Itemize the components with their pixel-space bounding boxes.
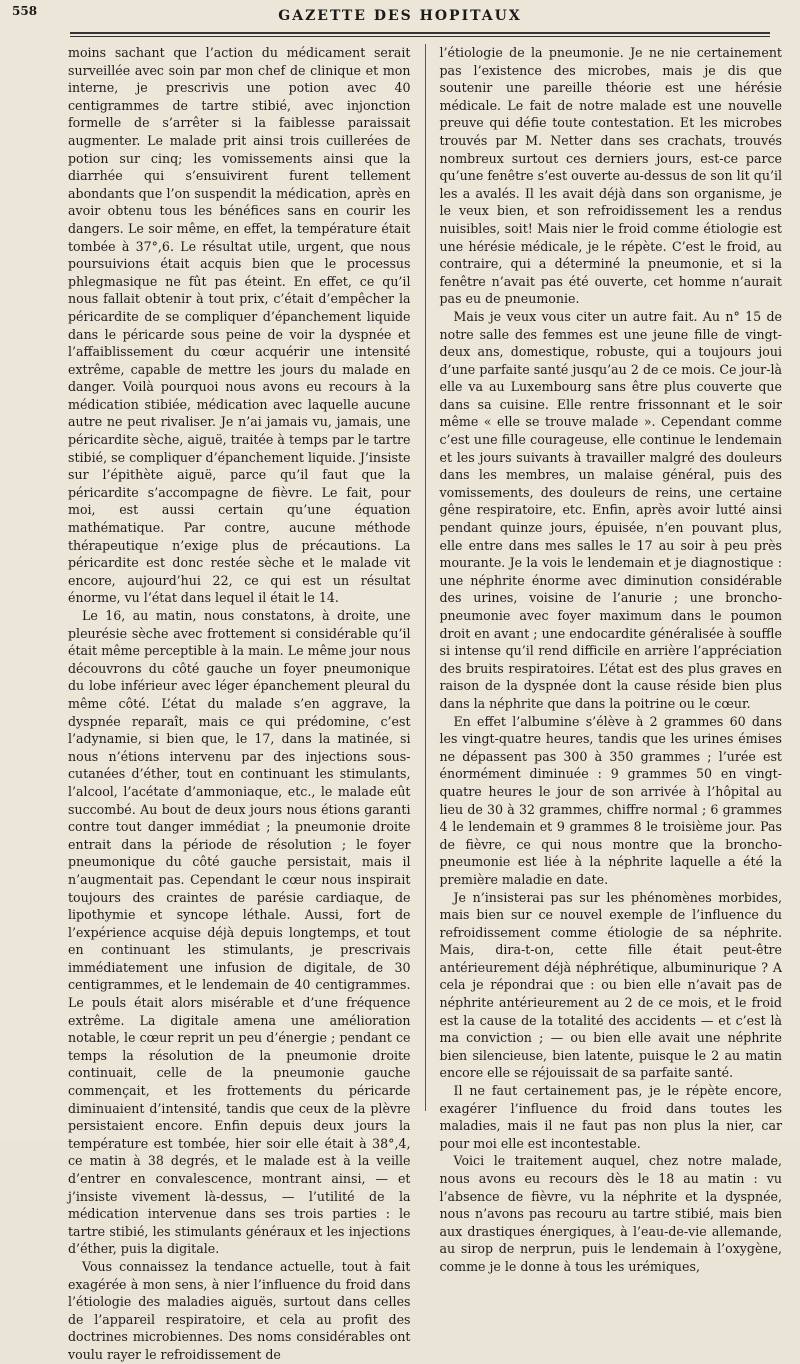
paragraph: moins sachant que l’action du médicament serait surveillée avec soin par mon chef de clinique et mon interne, je prescrivis une potion avec 40 centigrammes de tartre stibié, avec injonction formelle de s’arrêter si la faiblesse paraissait augmenter. Le malade prit ainsi trois cuillerées de potion sur cinq; les vomissements ainsi que la diarrhée qui s’ensuivirent furent tellement abondants que l’on suspendit la médication, après en avoir obtenu tous les bénéfices sans en courir les dangers. Le soir même, en effet, la température était tombée à 37°,6. Le résultat utile, urgent, que nous poursuivions était acquis bien que le processus phlegmasique ne fût pas éteint. En effet, ce qu’il nous fallait obtenir à tout prix, c’était d’empêcher la péricardite de se compliquer d’épanchement liquide dans le péricarde sous peine de voir la dyspnée et l’affaiblissement du cœur acquérir une intensité extrême, capable de mettre les jours du malade en danger. Voilà pourquoi nous avons eu recours à la médication stibiée, médication avec laquelle aucune autre ne peut rivaliser. Je n’ai jamais vu, jamais, une péricardite sèche, aiguë, traitée à temps par le tartre stibié, se compliquer d’épanchement liquide. J’insiste sur l’épithète aiguë, parce qu’il faut que la péricardite s’accompagne de fièvre. Le fait, pour moi, est aussi certain qu’une équation mathématique. Par contre, aucune méthode thérapeutique n’exige plus de précautions. La péricardite est donc restée sèche et le malade vit encore, aujourd’hui 22, ce qui est un résultat énorme, vu l’état dans lequel il était le 14. [68,45,411,606]
paragraph: Le 16, au matin, nous constatons, à droite, une pleurésie sèche avec frottement si considérable qu’il était même perceptible à la main. Le même jour nous découvrons du côté gauche un foyer pneumonique du lobe inférieur avec léger épanchement pleural du même côté. L’état du malade s’en aggrave, la dyspnée reparaît, mais ce qui prédomine, c’est l’adynamie, si bien que, le 17, dans la matinée, si nous n’étions intervenu par des injections sous-cutanées d’éther, tout en continuant les stimulants, l’alcool, l’acétate d’ammoniaque, etc., le malade eût succombé. Au bout de deux jours nous étions garanti contre tout danger immédiat ; la pneumonie droite entrait dans la période de résolution ; le foyer pneumonique du côté gauche persistait, mais il n’augmentait pas. Cependant le cœur nous inspirait toujours des craintes de parésie cardiaque, de lipothymie et syncope léthale. Aussi, fort de l’expérience acquise déjà depuis longtemps, et tout en continuant les stimulants, je prescrivais immédiatement une infusion de digitale, de 30 centigrammes, et le lendemain de 40 centigrammes. Le pouls était alors misérable et d’une fréquence extrême. La digitale amena une amélioration notable, le cœur reprit un peu d’énergie ; pendant ce temps la résolution de la pneumonie droite continuait, celle de la pneumonie gauche commençait, et les frottements du péricarde diminuaient d’intensité, tandis que ceux de la plèvre persistaient encore. Enfin depuis deux jours la température est tombée, hier soir elle était à 38°,4, ce matin à 38 degrés, et le malade est à la veille d’entrer en convalescence, montrant ainsi, — et j’insiste vivement là-dessus, — l’utilité de la médication intervenue dans ses trois parties : le tartre stibié, les stimulants généraux et les injections d’éther, puis la digitale. [68,608,411,1257]
paragraph: Vous connaissez la tendance actuelle, tout à fait exagérée à mon sens, à nier l’influence du froid dans l’étiologie des maladies aiguës, surtout dans celles de l’appareil respiratoire, et cela au profit des doctrines microbiennes. Des noms considérables ont voulu rayer le refroidissement de [68,1258,411,1362]
paragraph: Voici le traitement auquel, chez notre malade, nous avons eu recours dès le 18 au matin : vu l’absence de fièvre, vu la néphrite et la dyspnée, nous n’avons pas recouru au tartre stibié, mais bien aux drastiques énergiques, à l’eau-de-vie allemande, au sirop de nerprun, puis le lendemain à l’oxygène, comme je le donne à tous les urémiques, [439,1153,782,1274]
text-columns [68,44,782,1362]
page-number: 558 [12,4,38,18]
left-column [68,44,411,1362]
right-column [439,44,783,1274]
paragraph: l’étiologie de la pneumonie. Je ne nie certainement pas l’existence des microbes, mais je dis que soutenir une pareille théorie est une hérésie médicale. Le fait de notre malade est une nouvelle preuve qui défie toute contestation. Et les microbes trouvés par M. Netter dans ses crachats, trouvés nombreux surtout ces derniers jours, est-ce parce qu’une fenêtre s’est ouverte au-dessus de son lit qu’il les a avalés. Il les avait déjà dans son organisme, je le veux bien, et son refroidissement les a rendus nuisibles, soit! Mais nier le froid comme étiologie est une hérésie médicale, je le répète. C’est le froid, au contraire, qui a déterminé la pneumonie, et si la fenêtre n’avait pas été ouverte, cet homme n’aurait pas eu de pneumonie. [439,45,782,307]
column-divider [425,44,426,1111]
paragraph: Je n’insisterai pas sur les phénomènes morbides, mais bien sur ce nouvel exemple de l’influence du refroidissement comme étiologie de sa néphrite. Mais, dira-t-on, cette fille était peut-être antérieurement déjà néphrétique, albuminurique ? A cela je répondrai que : ou bien elle n’avait pas de néphrite antérieurement au 2 de ce mois, et le froid est la cause de la totalité des accidents — et c’est là ma conviction ; — ou bien elle avait une néphrite bien silencieuse, bien latente, puisque le 2 au matin encore elle se réjouissait de sa parfaite santé. [439,889,782,1081]
paragraph: En effet l’albumine s’élève à 2 grammes 60 dans les vingt-quatre heures, tandis que les urines émises ne dépassent pas 300 à 350 grammes ; l’urée est énormément diminuée : 9 grammes 50 en vingt-quatre heures le jour de son arrivée à l’hôpital au lieu de 30 à 32 grammes, chiffre normal ; 6 grammes 4 le lendemain et 9 grammes 8 le troisième jour. Pas de fièvre, ce qui nous montre que la broncho-pneumonie est liée à la néphrite laquelle a été la première maladie en date. [439,713,782,887]
paragraph: Mais je veux vous citer un autre fait. Au n° 15 de notre salle des femmes est une jeune fille de vingt-deux ans, domestique, robuste, qui a toujours joui d’une parfaite santé jusqu’au 2 de ce mois. Ce jour-là elle va au Luxembourg sans être plus couverte que dans sa cuisine. Elle rentre frissonnant et le soir même « elle se trouve malade ». Cependant comme c’est une fille courageuse, elle continue le lendemain et les jours suivants à travailler malgré des douleurs dans les membres, un malaise général, puis des vomissements, des douleurs de reins, une certaine gêne respiratoire, etc. Enfin, après avoir lutté ainsi pendant quinze jours, épuisée, n’en pouvant plus, elle entre dans mes salles le 17 au soir à peu près mourante. Je la vois le lendemain et je diagnostique : une néphrite énorme avec diminution considérable des urines, voisine de l’anurie ; une broncho-pneumonie avec foyer maximum dans le poumon droit en avant ; une endocardite généralisée à souffle si intense qu’il rend difficile en arrière l’appréciation des bruits respiratoires. L’état est des plus graves en raison de la dyspnée dont la cause réside bien plus dans la néphrite que dans la poitrine ou le cœur. [439,308,782,711]
page-header [0,0,800,34]
journal-title: GAZETTE DES HOPITAUX [278,8,522,24]
header-rule [70,32,770,37]
paragraph: Il ne faut certainement pas, je le répète encore, exagérer l’influence du froid dans toutes les maladies, mais il ne faut pas non plus la nier, car pour moi elle est incontestable. [439,1083,782,1151]
